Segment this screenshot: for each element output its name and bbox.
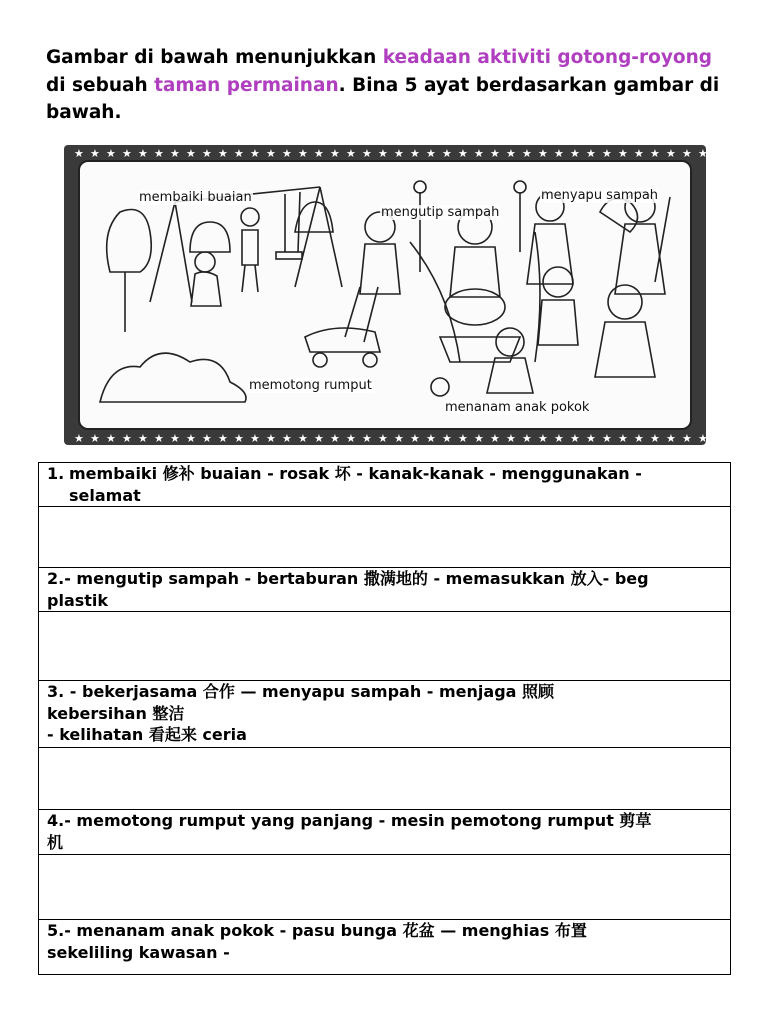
star-icon: ★ <box>490 432 500 445</box>
star-icon: ★ <box>538 147 548 160</box>
star-icon: ★ <box>554 147 564 160</box>
child-figure <box>445 210 505 325</box>
star-icon: ★ <box>698 432 708 445</box>
wheelbarrow <box>431 337 520 396</box>
child-figure <box>538 267 578 345</box>
star-icon: ★ <box>378 432 388 445</box>
label-collect-rubbish: mengutip sampah <box>381 205 500 220</box>
star-icon: ★ <box>266 147 276 160</box>
answer-row-3[interactable] <box>39 748 731 810</box>
star-icon: ★ <box>346 147 356 160</box>
star-icon: ★ <box>522 432 532 445</box>
star-icon: ★ <box>458 432 468 445</box>
answer-row-4[interactable] <box>39 855 731 920</box>
bush <box>100 353 246 402</box>
lawn-mower <box>305 287 380 367</box>
star-icon: ★ <box>106 147 116 160</box>
star-icon: ★ <box>570 432 580 445</box>
star-icon: ★ <box>570 147 580 160</box>
star-icon: ★ <box>410 147 420 160</box>
star-icon: ★ <box>330 432 340 445</box>
star-icon: ★ <box>202 432 212 445</box>
lamp-post <box>414 181 526 272</box>
star-icon: ★ <box>410 432 420 445</box>
child-figure <box>595 285 655 377</box>
star-icon: ★ <box>490 147 500 160</box>
star-icon: ★ <box>362 147 372 160</box>
star-icon: ★ <box>538 432 548 445</box>
star-icon: ★ <box>330 147 340 160</box>
star-icon: ★ <box>458 147 468 160</box>
star-icon: ★ <box>234 432 244 445</box>
star-icon: ★ <box>698 147 708 160</box>
star-icon: ★ <box>602 147 612 160</box>
answer-row-1[interactable] <box>39 507 731 568</box>
star-icon: ★ <box>138 432 148 445</box>
star-icon: ★ <box>682 432 692 445</box>
star-icon: ★ <box>234 147 244 160</box>
star-icon: ★ <box>218 432 228 445</box>
star-icon: ★ <box>202 147 212 160</box>
star-icon: ★ <box>586 432 596 445</box>
star-icon: ★ <box>74 147 84 160</box>
item-number: 1. <box>47 464 65 483</box>
star-icon: ★ <box>394 147 404 160</box>
illustration-frame <box>64 145 706 445</box>
answer-cell[interactable] <box>39 507 731 568</box>
star-icon: ★ <box>618 147 628 160</box>
prompt-row-4 <box>39 810 731 855</box>
prompt-line: selamat <box>69 485 141 505</box>
child-figure <box>191 252 221 306</box>
prompt-row-1 <box>39 463 731 507</box>
star-icon: ★ <box>282 147 292 160</box>
star-icon: ★ <box>522 147 532 160</box>
star-icon: ★ <box>682 147 692 160</box>
prompt-line: - bekerjasama 合作 — menyapu sampah - menjaga 照顾 <box>64 682 555 701</box>
star-icon: ★ <box>394 432 404 445</box>
prompt-line: - kelihatan 看起来 ceria <box>47 725 247 744</box>
star-icon: ★ <box>426 432 436 445</box>
star-icon: ★ <box>186 147 196 160</box>
star-icon: ★ <box>186 432 196 445</box>
star-icon: ★ <box>122 432 132 445</box>
label-sweep: menyapu sampah <box>541 188 659 203</box>
highlight-activity: keadaan aktiviti gotong-royong <box>382 47 713 68</box>
item-number: 3. <box>47 682 65 701</box>
star-icon: ★ <box>650 432 660 445</box>
star-icon: ★ <box>554 432 564 445</box>
star-icon: ★ <box>634 432 644 445</box>
tree <box>190 222 230 252</box>
prompt-line: - menanam anak pokok - pasu bunga 花盆 — menghias 布置 <box>64 921 587 940</box>
park-illustration <box>78 160 692 430</box>
star-icon: ★ <box>266 432 276 445</box>
label-cut-grass: memotong rumput <box>249 378 372 393</box>
answer-cell[interactable] <box>39 612 731 681</box>
highlight-place: taman permainan <box>154 74 339 96</box>
star-icon: ★ <box>122 147 132 160</box>
star-icon: ★ <box>650 147 660 160</box>
star-icon: ★ <box>106 432 116 445</box>
tree <box>107 210 152 273</box>
star-icon: ★ <box>90 432 100 445</box>
tree <box>600 199 638 232</box>
star-icon: ★ <box>154 432 164 445</box>
prompt-line: kebersihan 整洁 <box>47 703 185 723</box>
star-icon: ★ <box>666 432 676 445</box>
answer-table <box>38 462 731 975</box>
prompt-line: 机 <box>47 832 64 852</box>
prompt-line: plastik <box>47 590 109 610</box>
child-figure <box>615 192 670 294</box>
star-icon: ★ <box>602 432 612 445</box>
prompt-row-5 <box>39 920 731 975</box>
star-icon: ★ <box>426 147 436 160</box>
star-border-top <box>64 145 706 160</box>
instruction-text: Gambar di bawah menunjukkan keadaan aktiviti gotong-royong di sebuah taman permainan. Bina 5 ayat berdasarkan gambar di bawah. <box>46 47 720 123</box>
star-icon: ★ <box>346 432 356 445</box>
star-icon: ★ <box>586 147 596 160</box>
star-icon: ★ <box>298 147 308 160</box>
label-fix-swing: membaiki buaian <box>139 190 252 205</box>
item-number: 2. <box>47 569 65 588</box>
prompt-row-2 <box>39 568 731 612</box>
prompt-line: - mengutip sampah - bertaburan 撒满地的 - memasukkan 放入- beg <box>64 569 649 588</box>
answer-cell[interactable] <box>39 855 731 920</box>
star-icon: ★ <box>298 432 308 445</box>
prompt-line: membaiki 修补 buaian - rosak 坏 - kanak-kanak - menggunakan - <box>69 464 642 483</box>
star-icon: ★ <box>666 147 676 160</box>
star-icon: ★ <box>506 432 516 445</box>
child-figure <box>241 208 259 292</box>
item-number: 5. <box>47 921 65 940</box>
star-icon: ★ <box>634 147 644 160</box>
child-figure <box>527 193 573 284</box>
star-icon: ★ <box>282 432 292 445</box>
star-icon: ★ <box>314 432 324 445</box>
star-icon: ★ <box>250 432 260 445</box>
answer-row-2[interactable] <box>39 612 731 681</box>
star-icon: ★ <box>618 432 628 445</box>
star-icon: ★ <box>74 432 84 445</box>
prompt-line: - memotong rumput yang panjang - mesin pemotong rumput 剪草 <box>64 811 652 830</box>
star-icon: ★ <box>442 147 452 160</box>
star-icon: ★ <box>250 147 260 160</box>
star-icon: ★ <box>218 147 228 160</box>
star-icon: ★ <box>170 147 180 160</box>
label-plant-tree: menanam anak pokok <box>445 400 590 415</box>
star-icon: ★ <box>314 147 324 160</box>
item-number: 4. <box>47 811 65 830</box>
prompt-row-3 <box>39 681 731 748</box>
star-icon: ★ <box>442 432 452 445</box>
star-icon: ★ <box>90 147 100 160</box>
star-icon: ★ <box>154 147 164 160</box>
star-icon: ★ <box>170 432 180 445</box>
child-figure <box>360 212 400 294</box>
prompt-line: sekeliling kawasan - <box>47 942 230 962</box>
star-icon: ★ <box>378 147 388 160</box>
star-icon: ★ <box>506 147 516 160</box>
answer-cell[interactable] <box>39 748 731 810</box>
star-icon: ★ <box>362 432 372 445</box>
star-icon: ★ <box>474 432 484 445</box>
star-border-bottom <box>64 430 706 445</box>
star-icon: ★ <box>474 147 484 160</box>
star-icon: ★ <box>138 147 148 160</box>
